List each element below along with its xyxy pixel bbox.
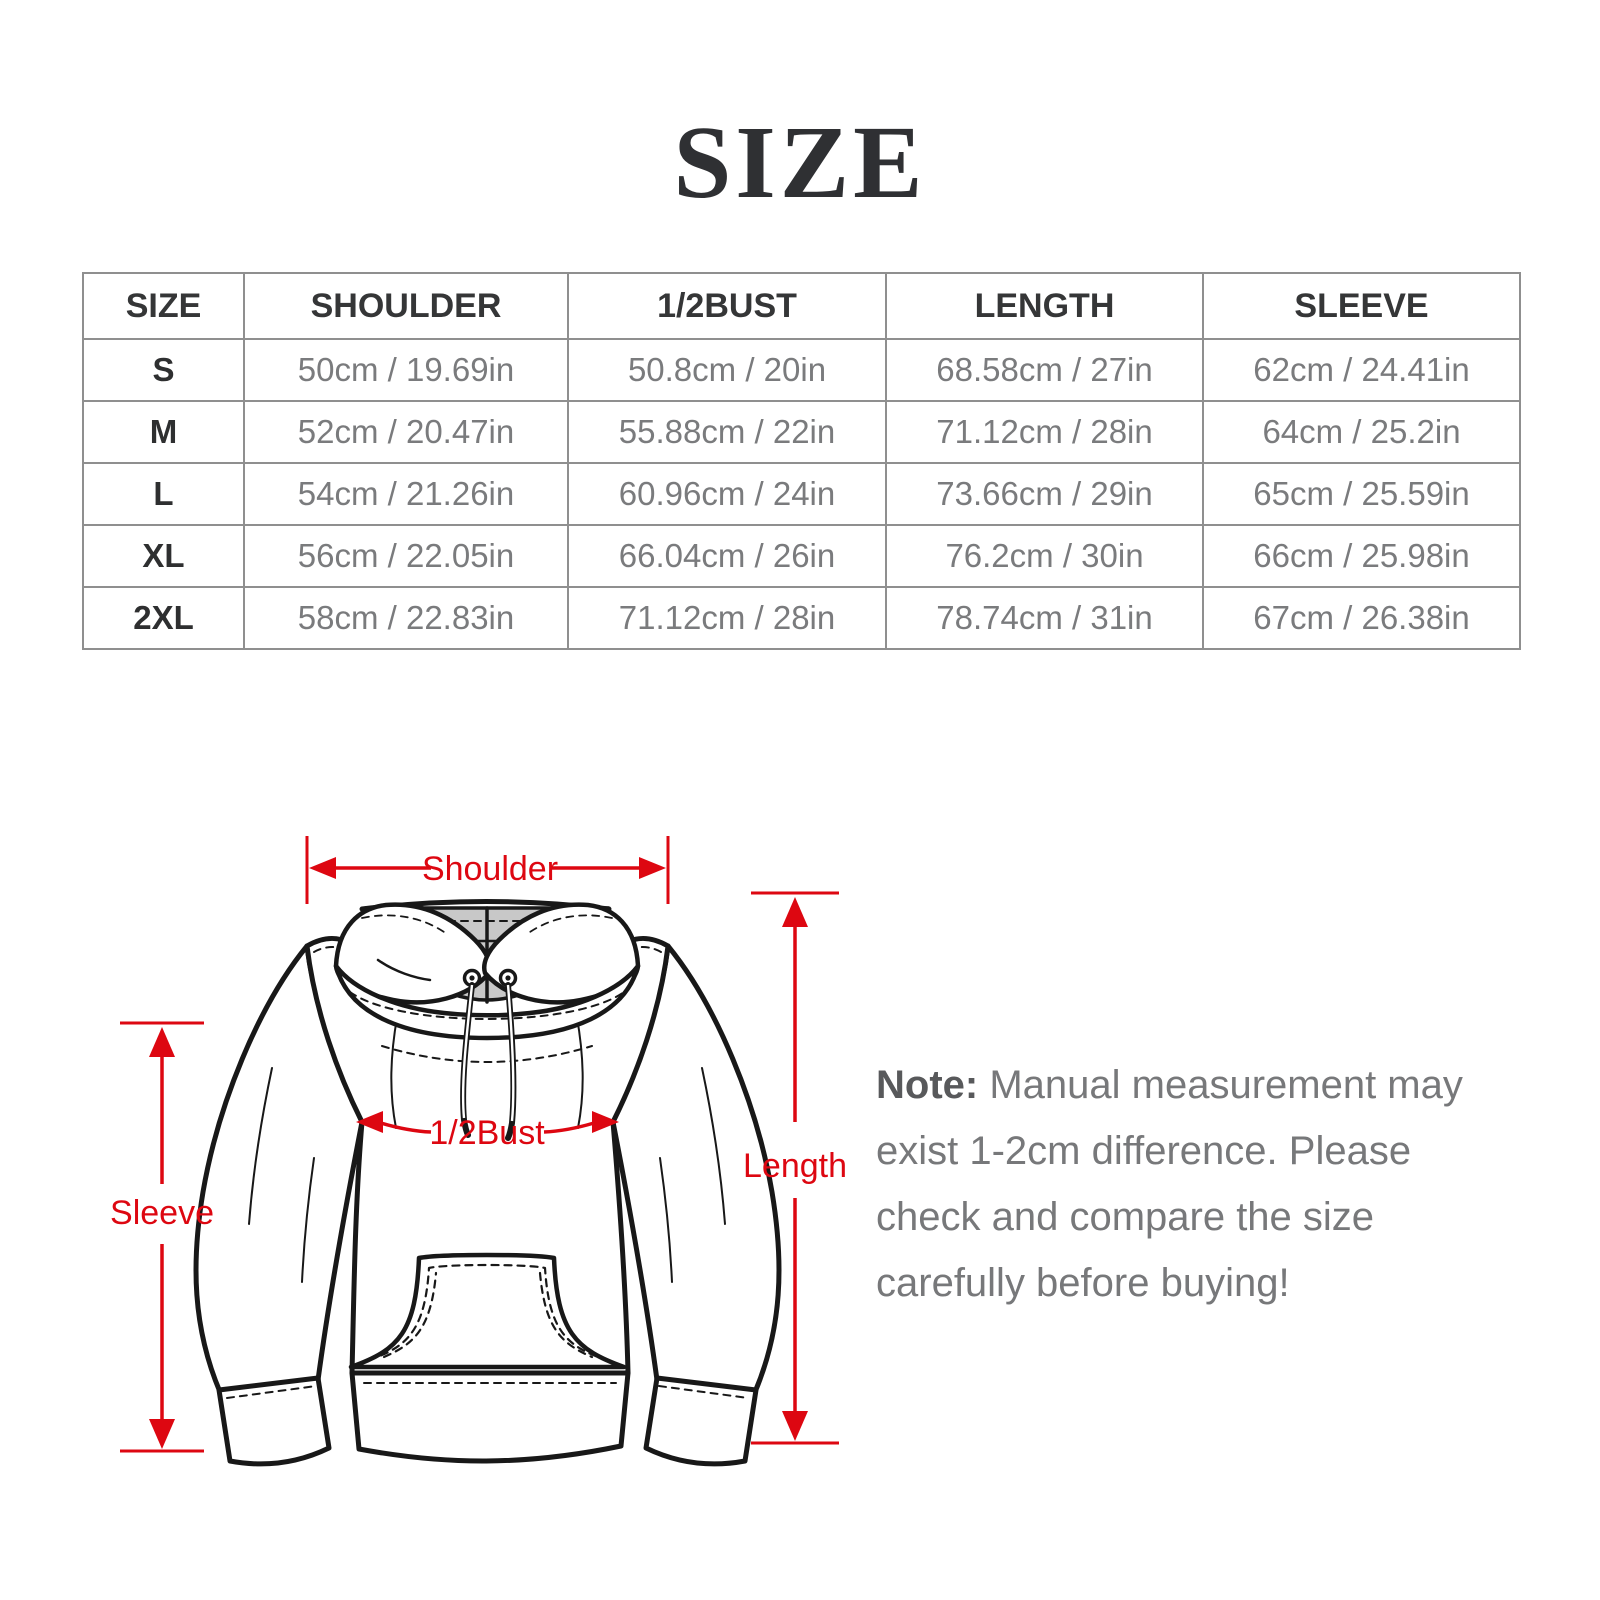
cell-length: 76.2cm / 30in — [886, 525, 1203, 587]
header-cell-bust: 1/2BUST — [568, 273, 886, 339]
sleeve-arrowhead-down — [149, 1419, 175, 1449]
cell-shoulder: 50cm / 19.69in — [244, 339, 568, 401]
cell-length: 71.12cm / 28in — [886, 401, 1203, 463]
size-table — [82, 272, 1521, 650]
cell-bust: 71.12cm / 28in — [568, 587, 886, 649]
cell-shoulder: 56cm / 22.05in — [244, 525, 568, 587]
cell-bust: 60.96cm / 24in — [568, 463, 886, 525]
page-title: SIZE — [673, 105, 927, 220]
eyelet-right-hole — [505, 975, 510, 980]
table-row — [83, 339, 1520, 401]
cell-sleeve: 66cm / 25.98in — [1203, 525, 1520, 587]
shoulder-dimension — [307, 836, 668, 904]
cell-sleeve: 67cm / 26.38in — [1203, 587, 1520, 649]
header-cell-sleeve: SLEEVE — [1203, 273, 1520, 339]
table-row — [83, 463, 1520, 525]
table-row — [83, 587, 1520, 649]
sleeve-arrowhead-up — [149, 1027, 175, 1057]
cell-sleeve: 64cm / 25.2in — [1203, 401, 1520, 463]
shoulder-arrowhead-left — [309, 857, 336, 879]
cell-size: 2XL — [83, 587, 244, 649]
cell-length: 68.58cm / 27in — [886, 339, 1203, 401]
header-cell-shoulder: SHOULDER — [244, 273, 568, 339]
note-label: Note: — [876, 1063, 979, 1107]
cell-size: M — [83, 401, 244, 463]
table-row — [83, 401, 1520, 463]
cell-size: S — [83, 339, 244, 401]
length-arrowhead-up — [782, 897, 808, 927]
table-header-row — [83, 273, 1520, 339]
eyelet-left-hole — [469, 975, 474, 980]
header-cell-size: SIZE — [83, 273, 244, 339]
shoulder-label: Shoulder — [421, 850, 559, 888]
cell-bust: 50.8cm / 20in — [568, 339, 886, 401]
cell-shoulder: 54cm / 21.26in — [244, 463, 568, 525]
header-cell-length: LENGTH — [886, 273, 1203, 339]
cell-size: XL — [83, 525, 244, 587]
measurement-note — [876, 1052, 1482, 1316]
length-label: Length — [743, 1147, 847, 1185]
cell-bust: 55.88cm / 22in — [568, 401, 886, 463]
cell-shoulder: 52cm / 20.47in — [244, 401, 568, 463]
sleeve-label: Sleeve — [110, 1194, 214, 1232]
cell-bust: 66.04cm / 26in — [568, 525, 886, 587]
hem-band — [352, 1373, 628, 1461]
table-row — [83, 525, 1520, 587]
cell-shoulder: 58cm / 22.83in — [244, 587, 568, 649]
left-cuff — [219, 1378, 329, 1464]
hoodie-sketch — [196, 902, 779, 1464]
cell-length: 73.66cm / 29in — [886, 463, 1203, 525]
shoulder-arrowhead-right — [639, 857, 666, 879]
note-text: Manual measurement may exist 1-2cm difference. Please check and compare the size carefully before buying! — [876, 1063, 1463, 1305]
cell-sleeve: 62cm / 24.41in — [1203, 339, 1520, 401]
cell-size: L — [83, 463, 244, 525]
hoodie-measurement-diagram — [100, 820, 870, 1500]
cell-sleeve: 65cm / 25.59in — [1203, 463, 1520, 525]
bust-label: 1/2Bust — [429, 1114, 545, 1152]
length-arrowhead-down — [782, 1411, 808, 1441]
cell-length: 78.74cm / 31in — [886, 587, 1203, 649]
